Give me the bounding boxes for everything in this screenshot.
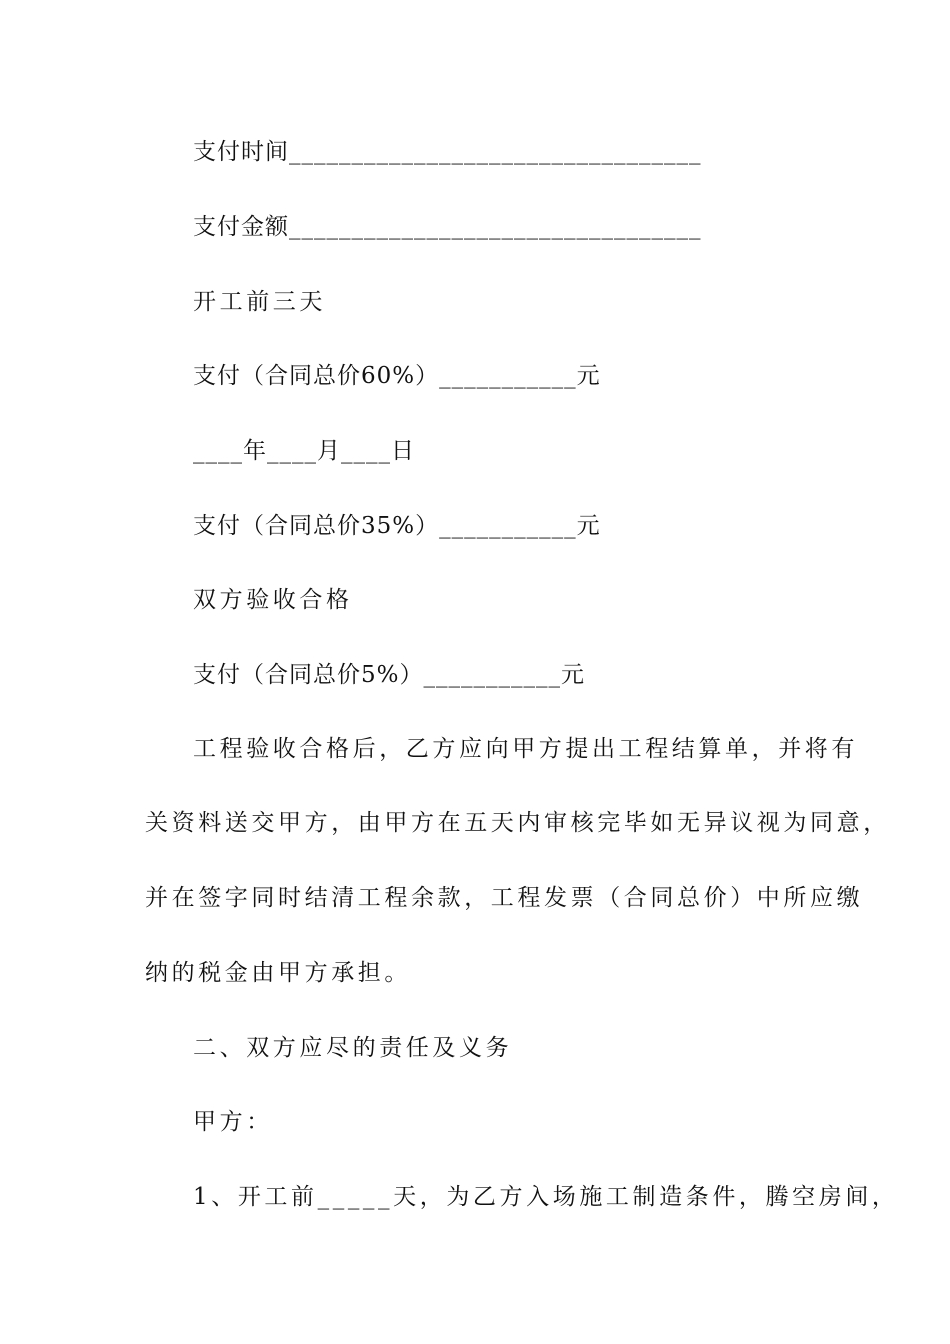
item-1-line: 1、开工前_____天，为乙方入场施工制造条件，腾空房间，	[193, 1184, 899, 1210]
payment-time-line: 支付时间_________________________________	[193, 139, 702, 165]
payment-35-percent-line: 支付（合同总价35%）___________元	[193, 513, 601, 539]
paragraph-line-3: 并在签字同时结清工程余款，工程发票（合同总价）中所应缴	[145, 885, 864, 911]
payment-60-percent-line: 支付（合同总价60%）___________元	[193, 363, 601, 389]
date-line: ____年____月____日	[193, 438, 415, 464]
three-days-before-start-line: 开工前三天	[193, 289, 326, 315]
paragraph-line-4: 纳的税金由甲方承担。	[145, 960, 411, 986]
party-a-label: 甲方：	[193, 1109, 273, 1135]
acceptance-line: 双方验收合格	[193, 587, 353, 613]
paragraph-line-2: 关资料送交甲方，由甲方在五天内审核完毕如无异议视为同意，	[145, 810, 890, 836]
paragraph-line-1: 工程验收合格后，乙方应向甲方提出工程结算单，并将有	[193, 736, 858, 762]
payment-5-percent-line: 支付（合同总价5%）___________元	[193, 662, 585, 688]
payment-amount-line: 支付金额_________________________________	[193, 214, 702, 240]
section-heading: 二、双方应尽的责任及义务	[193, 1035, 513, 1061]
